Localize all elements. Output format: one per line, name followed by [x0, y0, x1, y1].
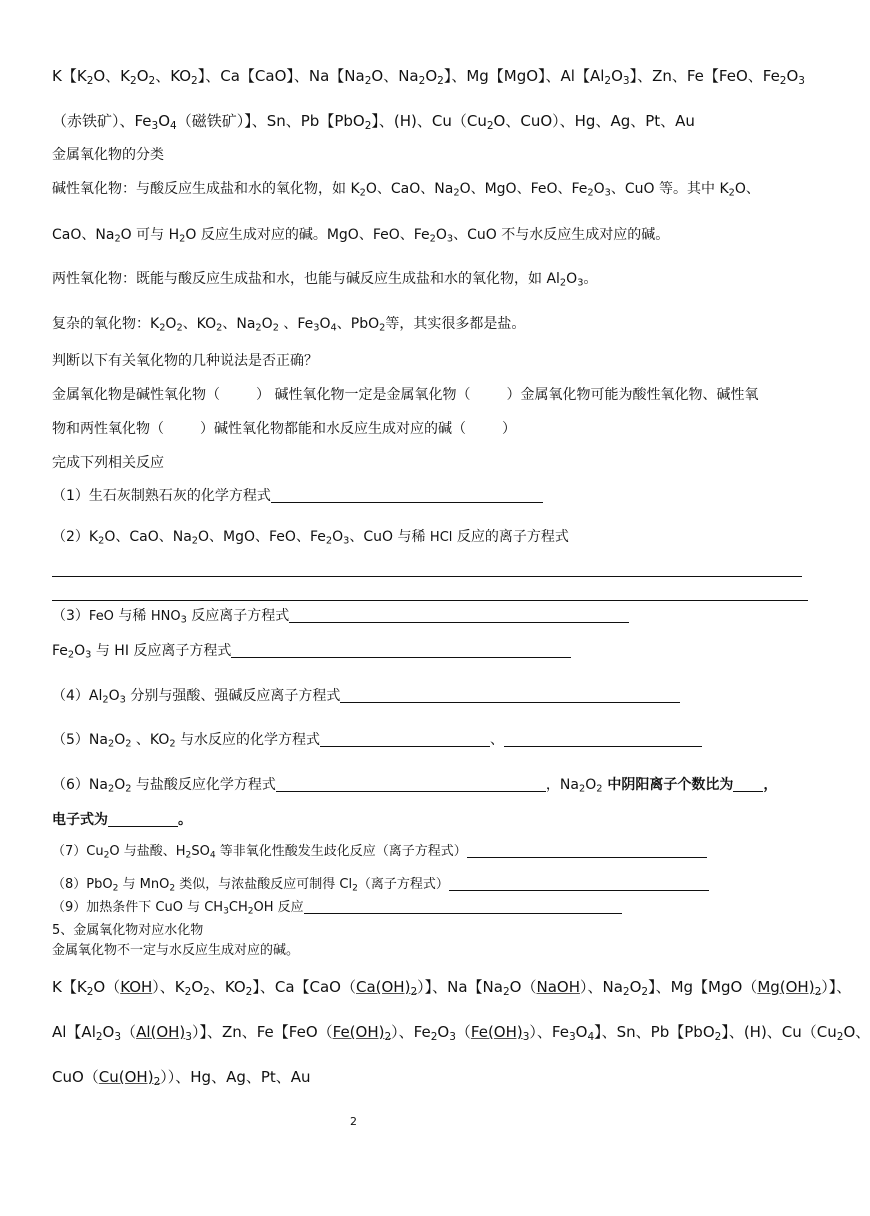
answer-blank-6c[interactable]: [108, 825, 178, 827]
judge-heading: 判断以下有关氧化物的几种说法是否正确？: [52, 353, 318, 369]
answer-blank-3[interactable]: [289, 621, 629, 623]
judge-statements-2: 物和两性氧化物（ ）碱性氧化物都能和水反应生成对应的碱（ ）: [52, 421, 516, 437]
oxide-list-line-2: （赤铁矿）、$Fe_3O_4$（磁铁矿）】、Sn、Pb【PbO$_2$】、(H)、$Cu(Cu_2O$、CuO）、Hg、Ag、Pt、Au: [52, 112, 695, 132]
page-number: 2: [350, 1115, 357, 1128]
question-3b: $Fe_2O_3$ 与 HI 反应离子方程式: [52, 643, 571, 659]
complete-heading: 完成下列相关反应: [52, 455, 164, 471]
question-8: （8）PbO$_2$ 与 MnO$_2$ 类似，与浓盐酸反应可制得 $Cl_2$（离子方程式）: [52, 878, 709, 893]
question-3: （3）FeO 与稀 $HNO_3$ 反应离子方程式: [52, 608, 629, 625]
answer-line-2a[interactable]: [52, 576, 802, 577]
question-1: （1）生石灰制熟石灰的化学方程式: [52, 488, 543, 504]
question-4: $(4)Al_2O_3$ 分别与强酸、强碱反应离子方程式: [52, 688, 680, 704]
question-2: $(2)K_2O$、CaO、$Na_2O$、MgO、FeO、$Fe_2O_3$、CuO 与稀 HCl 反应的离子方程式: [52, 529, 569, 547]
question-9: （9）加热条件下 CuO 与 $CH_3CH_2OH$ 反应: [52, 901, 622, 916]
section-5-heading: 5、金属氧化物对应水化物: [52, 923, 204, 938]
answer-blank-5a[interactable]: [320, 745, 490, 747]
answer-blank-8[interactable]: [449, 889, 709, 891]
basic-oxide-water: CaO、$Na_2O$ 可与 $H_2O$ 反应生成对应的碱。MgO、FeO、$Fe_2O_3$、CuO 不与水反应生成对应的碱。: [52, 227, 670, 245]
oxide-list-line-1: K【$K_2O$、$K_2O_2$、$KO_2$】、Ca【CaO】、Na【$Na_2O$、$Na_2O_2$】、Mg【MgO】、Al【$Al_2O_3$】、Zn、Fe【FeO、$Fe_2O_3$: [52, 67, 805, 87]
answer-blank-3b[interactable]: [231, 656, 571, 658]
judge-statements-1: 金属氧化物是碱性氧化物（ ） 碱性氧化物一定是金属氧化物（ ）金属氧化物可能为酸性氧化物、碱性氧: [52, 387, 759, 403]
section-5-note: 金属氧化物不一定与水反应生成对应的碱。: [52, 943, 300, 958]
amphoteric-oxide-definition: 两性氧化物：既能与酸反应生成盐和水，也能与碱反应生成盐和水的氧化物，如 $Al_2O_3$。: [52, 271, 598, 289]
answer-blank-6b[interactable]: [733, 790, 763, 792]
answer-line-2b[interactable]: [52, 600, 808, 601]
hydroxide-list-line-3: $CuO(Cu(OH)_2)$）、Hg、Ag、Pt、Au: [52, 1068, 311, 1088]
answer-blank-4[interactable]: [340, 701, 680, 703]
basic-oxide-definition: 碱性氧化物：与酸反应生成盐和水的氧化物，如 $K_2O$、CaO、$Na_2O$、MgO、FeO、$Fe_2O_3$、CuO 等。其中 $K_2O$、: [52, 181, 760, 199]
hydroxide-list-line-1: K【$K_2O(KOH)$、$K_2O_2$、$KO_2$】、Ca【$CaO(Ca(OH)_2)$】、Na【$Na_2O(NaOH)$、$Na_2O_2$】、Mg【$MgO(Mg(OH)_2)$】、: [52, 978, 852, 998]
question-7: $(7)Cu_2O$ 与盐酸、$H_2SO_4$ 等非氧化性酸发生歧化反应（离子方程式）: [52, 845, 707, 860]
answer-blank-6a[interactable]: [276, 790, 546, 792]
question-6: $(6)Na_2O_2$ 与盐酸反应化学方程式 ，$Na_2O_2$ 中阴阳离子个数比为 ，: [52, 777, 778, 795]
answer-blank-7[interactable]: [467, 856, 707, 858]
question-6b: 电子式为 。: [52, 812, 192, 828]
complex-oxide-definition: 复杂的氧化物：$K_2O_2$、$KO_2$、$Na_2O_2$ 、$Fe_3O_4$、PbO$_2$等，其实很多都是盐。: [52, 316, 526, 334]
answer-blank-1[interactable]: [271, 501, 543, 503]
answer-blank-5b[interactable]: [504, 745, 702, 747]
answer-blank-9[interactable]: [304, 912, 622, 914]
hydroxide-list-line-2: Al【$Al_2O_3(Al(OH)_3)$】、Zn、Fe【$FeO(Fe(OH)_2)$、$Fe_2O_3(Fe(OH)_3)$、$Fe_3O_4$】、Sn、Pb【PbO$_2$】、(H)、$Cu(Cu_2O$、: [52, 1023, 870, 1043]
question-5: $(5)Na_2O_2$ 、$KO_2$ 与水反应的化学方程式 、: [52, 732, 702, 748]
heading-classification: 金属氧化物的分类: [52, 147, 164, 163]
